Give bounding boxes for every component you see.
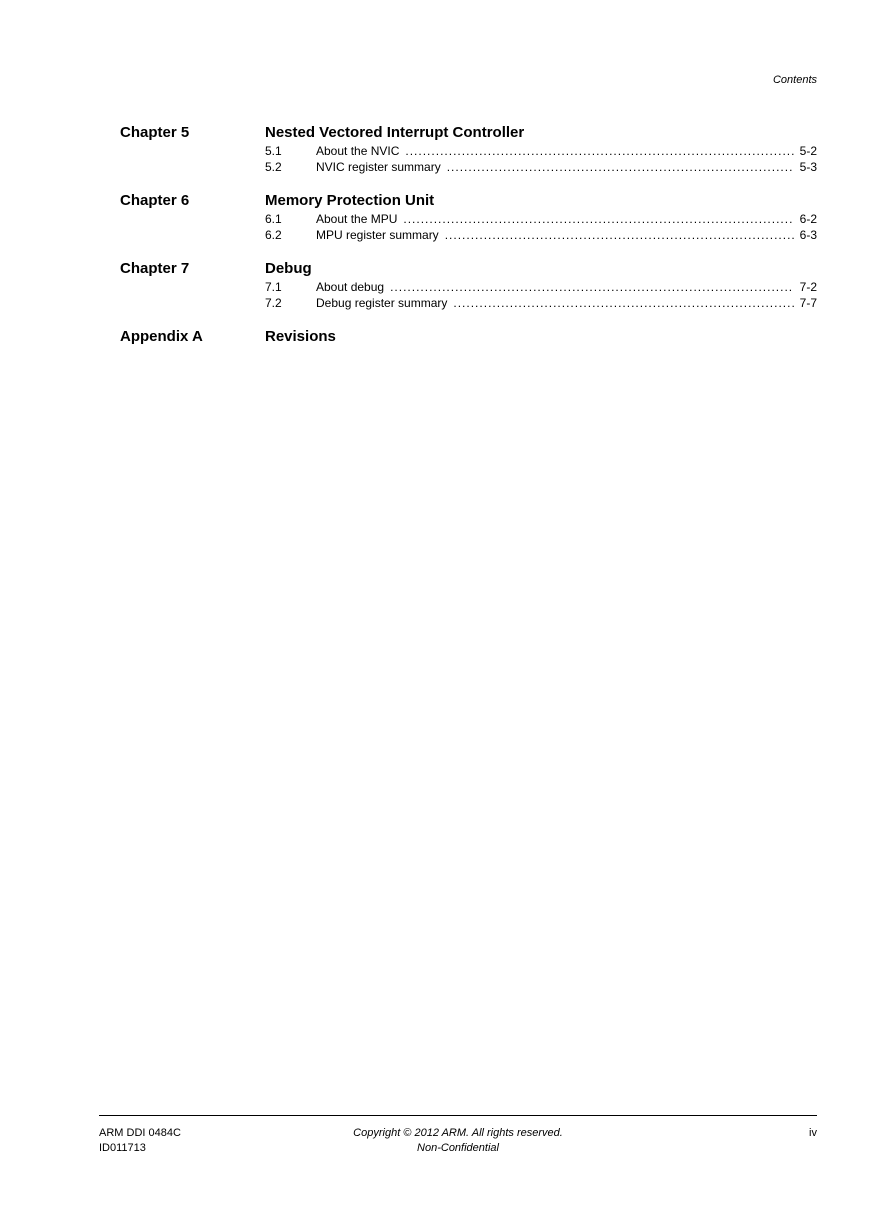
footer-legal xyxy=(99,1126,817,1156)
chapter-label: Appendix A xyxy=(120,328,203,345)
toc-entry[interactable] xyxy=(265,279,817,295)
doc-number: ARM DDI 0484C xyxy=(99,1127,181,1139)
page-number: iv xyxy=(809,1127,817,1139)
dot-leader xyxy=(445,227,794,243)
confidentiality-notice: Non-Confidential xyxy=(417,1142,499,1154)
dot-leader xyxy=(405,143,793,159)
section-list xyxy=(265,279,817,311)
dot-leader xyxy=(453,295,793,311)
dot-leader xyxy=(447,159,794,175)
section-title: MPU register summary xyxy=(316,228,439,242)
footer-divider xyxy=(99,1115,817,1116)
chapter-title-link[interactable]: Nested Vectored Interrupt Controller xyxy=(265,124,525,141)
chapter-label: Chapter 6 xyxy=(120,192,190,209)
running-header: Contents xyxy=(772,74,817,86)
chapter-title-link[interactable]: Memory Protection Unit xyxy=(265,192,435,209)
section-number: 7.1 xyxy=(265,280,282,294)
section-list xyxy=(265,211,817,243)
chapter-body xyxy=(265,123,817,175)
chapter-body xyxy=(265,327,817,347)
dot-leader xyxy=(403,211,793,227)
page-reference: 7-7 xyxy=(799,296,817,310)
toc-entry[interactable] xyxy=(265,143,817,159)
toc-entry[interactable] xyxy=(265,227,817,243)
section-title: NVIC register summary xyxy=(316,160,441,174)
chapter-title-link[interactable]: Revisions xyxy=(265,328,336,345)
toc-chapter-7 xyxy=(120,259,817,311)
chapter-body xyxy=(265,259,817,311)
section-title: About the NVIC xyxy=(316,144,400,158)
section-number: 5.2 xyxy=(265,160,282,174)
section-number: 7.2 xyxy=(265,296,282,310)
toc-entry[interactable] xyxy=(265,159,817,175)
page-reference: 6-2 xyxy=(799,212,817,226)
section-title: About the MPU xyxy=(316,212,398,226)
copyright-notice: Copyright © 2012 ARM. All rights reserved. xyxy=(353,1127,563,1139)
section-number: 5.1 xyxy=(265,144,282,158)
chapter-label: Chapter 7 xyxy=(120,260,190,277)
table-of-contents xyxy=(120,123,817,363)
section-number: 6.1 xyxy=(265,212,282,226)
chapter-label: Chapter 5 xyxy=(120,124,190,141)
section-list xyxy=(265,143,817,175)
page-reference: 5-2 xyxy=(799,144,817,158)
chapter-body xyxy=(265,191,817,243)
section-title: Debug register summary xyxy=(316,296,448,310)
dot-leader xyxy=(390,279,794,295)
doc-id: ID011713 xyxy=(99,1142,146,1154)
toc-chapter-5 xyxy=(120,123,817,175)
page-reference: 6-3 xyxy=(799,228,817,242)
page-reference: 7-2 xyxy=(799,280,817,294)
toc-appendix-a xyxy=(120,327,817,347)
toc-entry[interactable] xyxy=(265,295,817,311)
toc-entry[interactable] xyxy=(265,211,817,227)
page-reference: 5-3 xyxy=(799,160,817,174)
section-number: 6.2 xyxy=(265,228,282,242)
toc-chapter-6 xyxy=(120,191,817,243)
section-title: About debug xyxy=(316,280,385,294)
chapter-title-link[interactable]: Debug xyxy=(265,260,312,277)
